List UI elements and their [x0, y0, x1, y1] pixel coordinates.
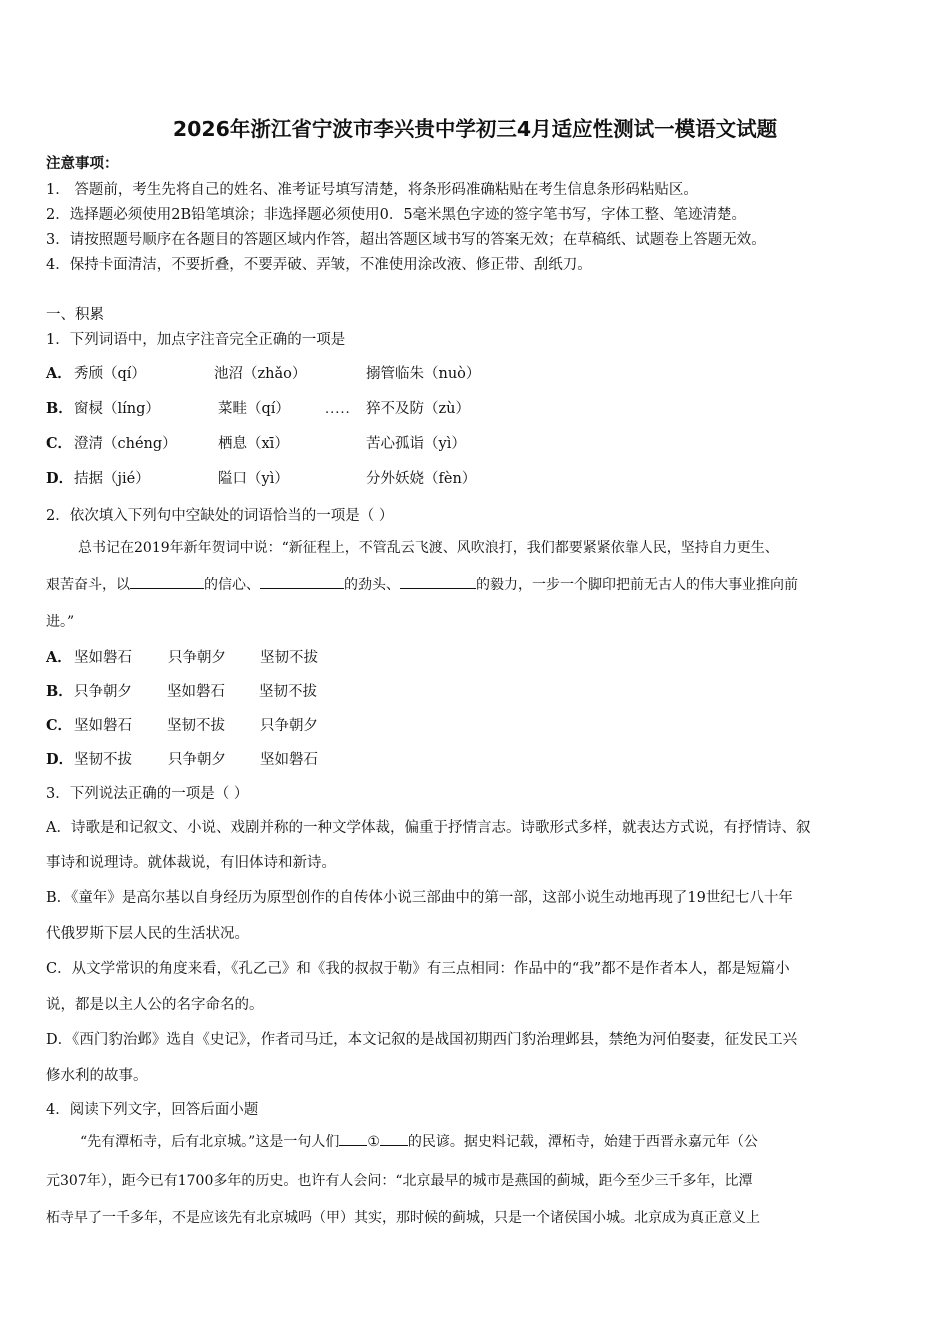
q2-option-word: 只争朝夕 [168, 752, 226, 768]
q1-option-word: 分外妖娆（fèn） [366, 471, 477, 487]
q3-option-line: 代俄罗斯下层人民的生活状况。 [46, 926, 249, 942]
q2-passage-line: 总书记在2019年新年贺词中说：“新征程上，不管乱云飞渡、风吹浪打，我们都要紧紧依靠人民，坚持自力更生、 [78, 540, 779, 556]
q3-option-line: C．从文学常识的角度来看，《孔乙己》和《我的叔叔于勒》有三点相同：作品中的“我”都不是作者本人，都是短篇小 [46, 961, 790, 977]
q2-option-word: 坚韧不拔 [259, 684, 317, 700]
q2-passage-line: 艰苦奋斗，以 的信心、 的劲头、 的毅力，一步一个脚印把前无古人的伟大事业推向前 [46, 574, 908, 594]
q4-passage-line: 元307年），距今已有1700多年的历史。也许有人会问：“北京最早的城市是燕国的蓟城，距今至少三千多年，比潭 [46, 1173, 753, 1189]
q2-option-word: 坚如磐石 [167, 684, 225, 700]
q2-option-word: 只争朝夕 [74, 684, 132, 700]
notice-item: 3．请按照题号顺序在各题目的答题区域内作答，超出答题区域书写的答案无效；在草稿纸、试题卷上答题无效。 [46, 232, 766, 248]
q1-option-label: A． [46, 365, 72, 382]
q3-option-line: B．《童年》是高尔基以自身经历为原型创作的自传体小说三部曲中的第一部，这部小说生动地再现了19世纪七八十年 [46, 890, 793, 906]
q1-option-label: B． [46, 400, 73, 417]
q4-passage-line: “先有潭柘寺，后有北京城。”这是一句人们 ① 的民谚。据史料记载，潭柘寺，始建于西晋永嘉元年（公 [80, 1131, 942, 1151]
notice-item: 4．保持卡面清洁，不要折叠，不要弄破、弄皱，不准使用涂改液、修正带、刮纸刀。 [46, 257, 592, 273]
q2-option-word: 只争朝夕 [260, 718, 318, 734]
q2-option-label: A． [46, 649, 72, 666]
q2-option-label: D． [46, 751, 74, 768]
q2-option-word: 坚如磐石 [74, 718, 132, 734]
q2-option-word: 坚韧不拔 [74, 752, 132, 768]
q1-option-word: 秀颀（qí） [74, 366, 146, 382]
q1-option-word: 猝不及防（zù） [366, 401, 470, 417]
q2-option-word: 坚韧不拔 [260, 650, 318, 666]
q4-passage-line: 柘寺早了一千多年，不是应该先有北京城吗（甲）其实，那时候的蓟城，只是一个诸侯国小城。北京成为真正意义上 [46, 1210, 760, 1226]
q2-option-label: B． [46, 683, 73, 700]
q2-option-word: 坚韧不拔 [167, 718, 225, 734]
q1-option-word: 隘口（yì） [218, 471, 289, 487]
answer-blank[interactable] [130, 574, 204, 589]
q1-option-word: 池沼（zhǎo） [214, 366, 307, 382]
emphasis-dots: ..... [325, 402, 351, 417]
q2-passage-line: 进。” [46, 614, 75, 630]
q3-option-line: 说，都是以主人公的名字命名的。 [46, 997, 264, 1013]
notice-heading: 注意事项： [46, 155, 119, 172]
notice-item: 2．选择题必须使用2B铅笔填涂；非选择题必须使用0．5毫米黑色字迹的签字笔书写，字体工整、笔迹清楚。 [46, 207, 747, 223]
page-title: 2026年浙江省宁波市李兴贵中学初三4月适应性测试一模语文试题 [172, 117, 778, 141]
notice-item: 1． 答题前，考生先将自己的姓名、准考证号填写清楚，将条形码准确粘贴在考生信息条形码粘贴区。 [46, 182, 698, 198]
q2-option-word: 只争朝夕 [168, 650, 226, 666]
section-heading: 一、积累 [46, 307, 104, 323]
answer-blank[interactable] [380, 1131, 408, 1146]
q2-option-label: C． [46, 717, 73, 734]
answer-blank[interactable] [339, 1131, 367, 1146]
q1-option-word: 苦心孤诣（yì） [366, 436, 466, 452]
q1-option-word: 菜畦（qí） [218, 401, 290, 417]
q1-option-label: C． [46, 435, 73, 452]
q1-option-word: 拮据（jié） [74, 471, 150, 487]
answer-blank[interactable] [260, 574, 344, 589]
question-1-stem: 1．下列词语中，加点字注音完全正确的一项是 [46, 332, 346, 348]
q3-option-line: A．诗歌是和记叙文、小说、戏剧并称的一种文学体裁，偏重于抒情言志。诗歌形式多样，就表达方式说，有抒情诗、叙 [46, 820, 811, 836]
q1-option-word: 窗棂（líng） [74, 401, 160, 417]
question-3-stem: 3．下列说法正确的一项是（ ） [46, 786, 249, 802]
q3-option-line: 修水利的故事。 [46, 1068, 148, 1084]
q3-option-line: D．《西门豹治邺》选自《史记》，作者司马迁，本文记叙的是战国初期西门豹治理邺县，禁绝为河伯娶妻，征发民工兴 [46, 1032, 798, 1048]
question-4-stem: 4．阅读下列文字，回答后面小题 [46, 1102, 259, 1118]
answer-blank[interactable] [400, 574, 476, 589]
q1-option-word: 栖息（xī） [218, 436, 289, 452]
q2-option-word: 坚如磐石 [74, 650, 132, 666]
q2-option-word: 坚如磐石 [260, 752, 318, 768]
q1-option-label: D． [46, 470, 74, 487]
q1-option-word: 澄清（chéng） [74, 436, 177, 452]
blank-number: ① [367, 1134, 380, 1150]
q1-option-word: 搦管临朱（nuò） [366, 366, 481, 382]
q3-option-line: 事诗和说理诗。就体裁说，有旧体诗和新诗。 [46, 855, 336, 871]
question-2-stem: 2．依次填入下列句中空缺处的词语恰当的一项是（ ） [46, 508, 394, 524]
